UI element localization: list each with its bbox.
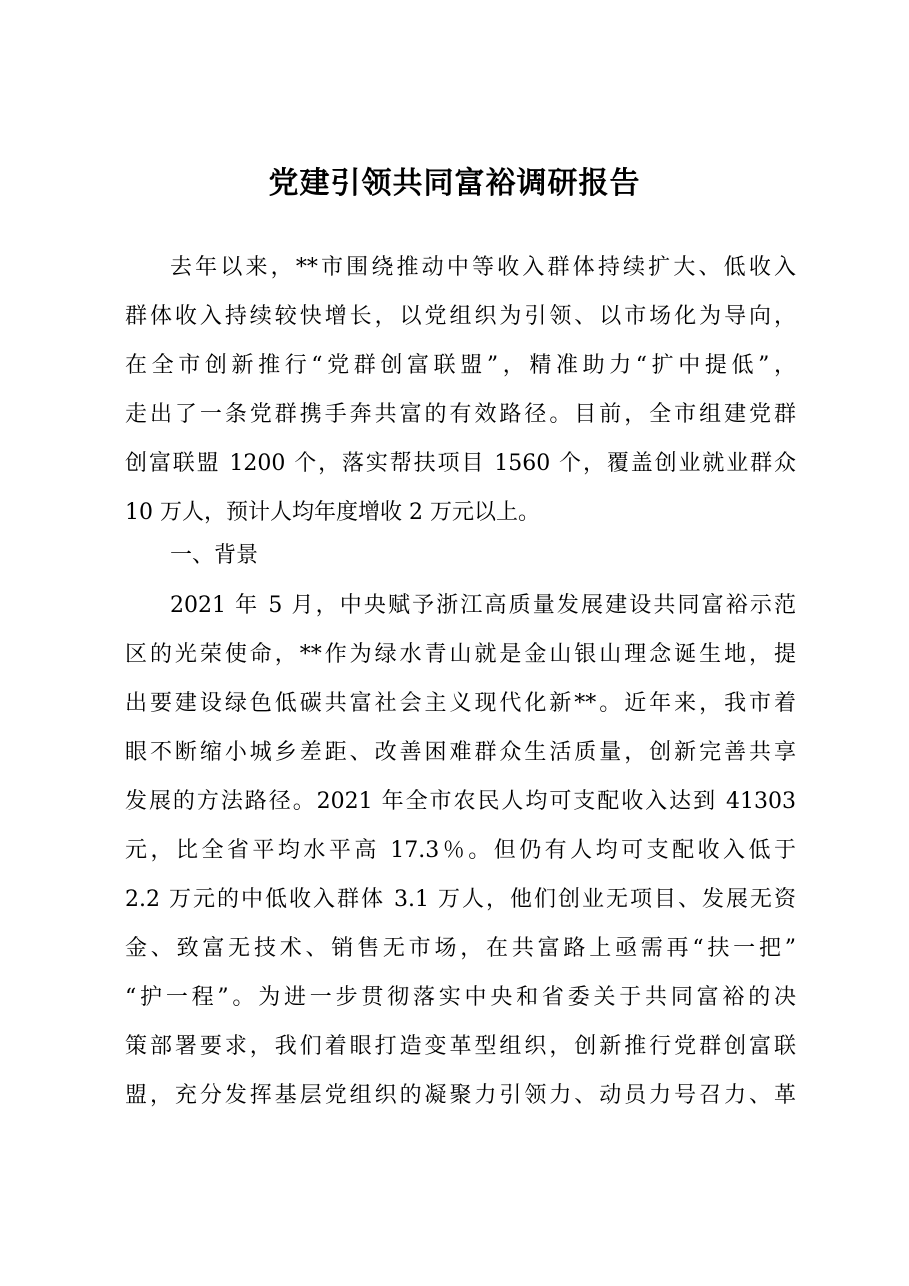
intro-line-5: 创富联盟 1200 个，落实帮扶项目 1560 个，覆盖创业就业群众 <box>125 451 796 476</box>
background-line-1: 2021 年 5 月，中央赋予浙江高质量发展建设共同富裕示范 <box>170 593 796 618</box>
background-line-6: 元，比全省平均水平高 17.3％。但仍有人均可支配收入低于 <box>125 838 796 863</box>
background-line-9: “护一程”。为进一步贯彻落实中央和省委关于共同富裕的决 <box>125 985 796 1010</box>
background-line-5: 发展的方法路径。2021 年全市农民人均可支配收入达到 41303 <box>125 789 796 814</box>
background-line-2: 区的光荣使命，**作为绿水青山就是金山银山理念诞生地，提 <box>125 642 796 667</box>
intro-line-1: 去年以来，**市围绕推动中等收入群体持续扩大、低收入 <box>170 255 796 280</box>
intro-line-4: 走出了一条党群携手奔共富的有效路径。目前，全市组建党群 <box>125 402 796 427</box>
background-line-3: 出要建设绿色低碳共富社会主义现代化新**。近年来，我市着 <box>125 691 796 716</box>
intro-line-6: 10 万人，预计人均年度增收 2 万元以上。 <box>125 500 540 525</box>
background-line-11: 盟，充分发挥基层党组织的凝聚力引领力、动员力号召力、革 <box>125 1083 796 1108</box>
document-title: 党建引领共同富裕调研报告 <box>268 166 641 201</box>
background-line-4: 眼不断缩小城乡差距、改善困难群众生活质量，创新完善共享 <box>125 740 796 765</box>
background-line-7: 2.2 万元的中低收入群体 3.1 万人，他们创业无项目、发展无资 <box>125 887 796 912</box>
background-line-10: 策部署要求，我们着眼打造变革型组织，创新推行党群创富联 <box>125 1034 796 1059</box>
intro-line-2: 群体收入持续较快增长，以党组织为引领、以市场化为导向， <box>125 304 796 329</box>
section-heading-background: 一、背景 <box>170 543 259 568</box>
background-line-8: 金、致富无技术、销售无市场，在共富路上亟需再“扶一把” <box>125 936 796 961</box>
intro-line-3: 在全市创新推行“党群创富联盟”，精准助力“扩中提低”， <box>125 353 796 378</box>
